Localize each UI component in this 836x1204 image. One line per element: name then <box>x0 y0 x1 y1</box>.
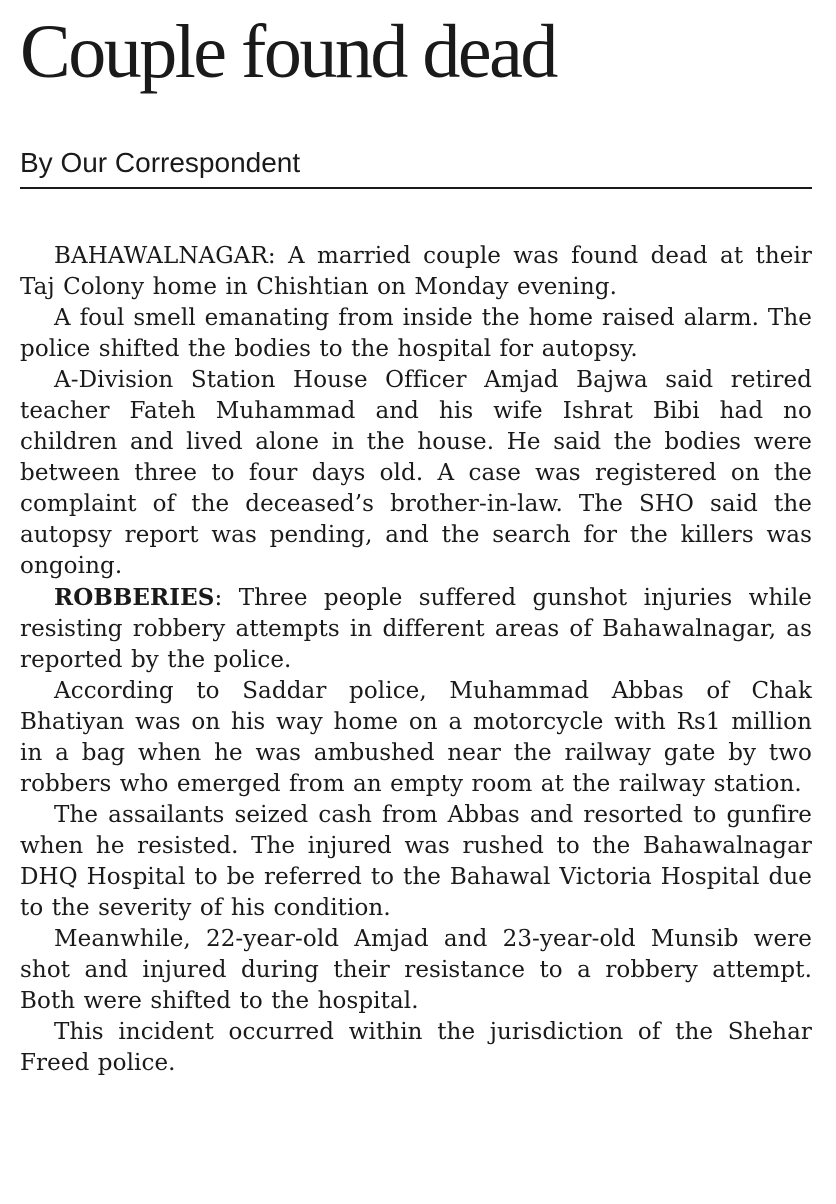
paragraph <box>20 241 812 303</box>
byline: By Our Correspondent <box>20 147 812 189</box>
paragraph-text: Meanwhile, 22-year-old Amjad and 23-year-old Munsib were shot and injured during their resistance to a robbery attempt. Both were shifted to the hospital. <box>20 926 812 1014</box>
paragraph <box>20 676 812 800</box>
paragraph <box>20 365 812 582</box>
paragraph-text: A-Division Station House Officer Amjad Bajwa said retired teacher Fateh Muhammad and his wife Ishrat Bibi had no children and lived alone in the house. He said the bodies were between three to four days old. A case was registered on the complaint of the deceased’s brother-in-law. The SHO said the autopsy report was pending, and the search for the killers was ongoing. <box>20 367 812 579</box>
paragraph-text: A foul smell emanating from inside the home raised alarm. The police shifted the bodies to the hospital for autopsy. <box>20 305 812 362</box>
paragraph <box>20 303 812 365</box>
paragraph <box>20 1017 812 1079</box>
paragraph <box>20 924 812 1017</box>
section-lead-in: ROBBERIES <box>54 584 215 611</box>
paragraph-text: This incident occurred within the jurisdiction of the Shehar Freed police. <box>20 1019 812 1076</box>
headline: Couple found dead <box>20 10 556 94</box>
paragraph-text: : Three people suffered gunshot injuries while resisting robbery attempts in different areas of Bahawalnagar, as reported by the police. <box>20 585 812 673</box>
paragraph <box>20 800 812 924</box>
paragraph <box>20 582 812 676</box>
news-article <box>20 0 812 1079</box>
paragraph-text: BAHAWALNAGAR: A married couple was found dead at their Taj Colony home in Chishtian on Monday evening. <box>20 243 812 300</box>
paragraph-text: According to Saddar police, Muhammad Abbas of Chak Bhatiyan was on his way home on a motorcycle with Rs1 million in a bag when he was ambushed near the railway gate by two robbers who emerged from an empty room at the railway station. <box>20 678 812 797</box>
paragraph-text: The assailants seized cash from Abbas and resorted to gunfire when he resisted. The injured was rushed to the Bahawalnagar DHQ Hospital to be referred to the Bahawal Victoria Hospital due to the severity of his condition. <box>20 802 812 921</box>
article-body <box>20 241 812 1079</box>
